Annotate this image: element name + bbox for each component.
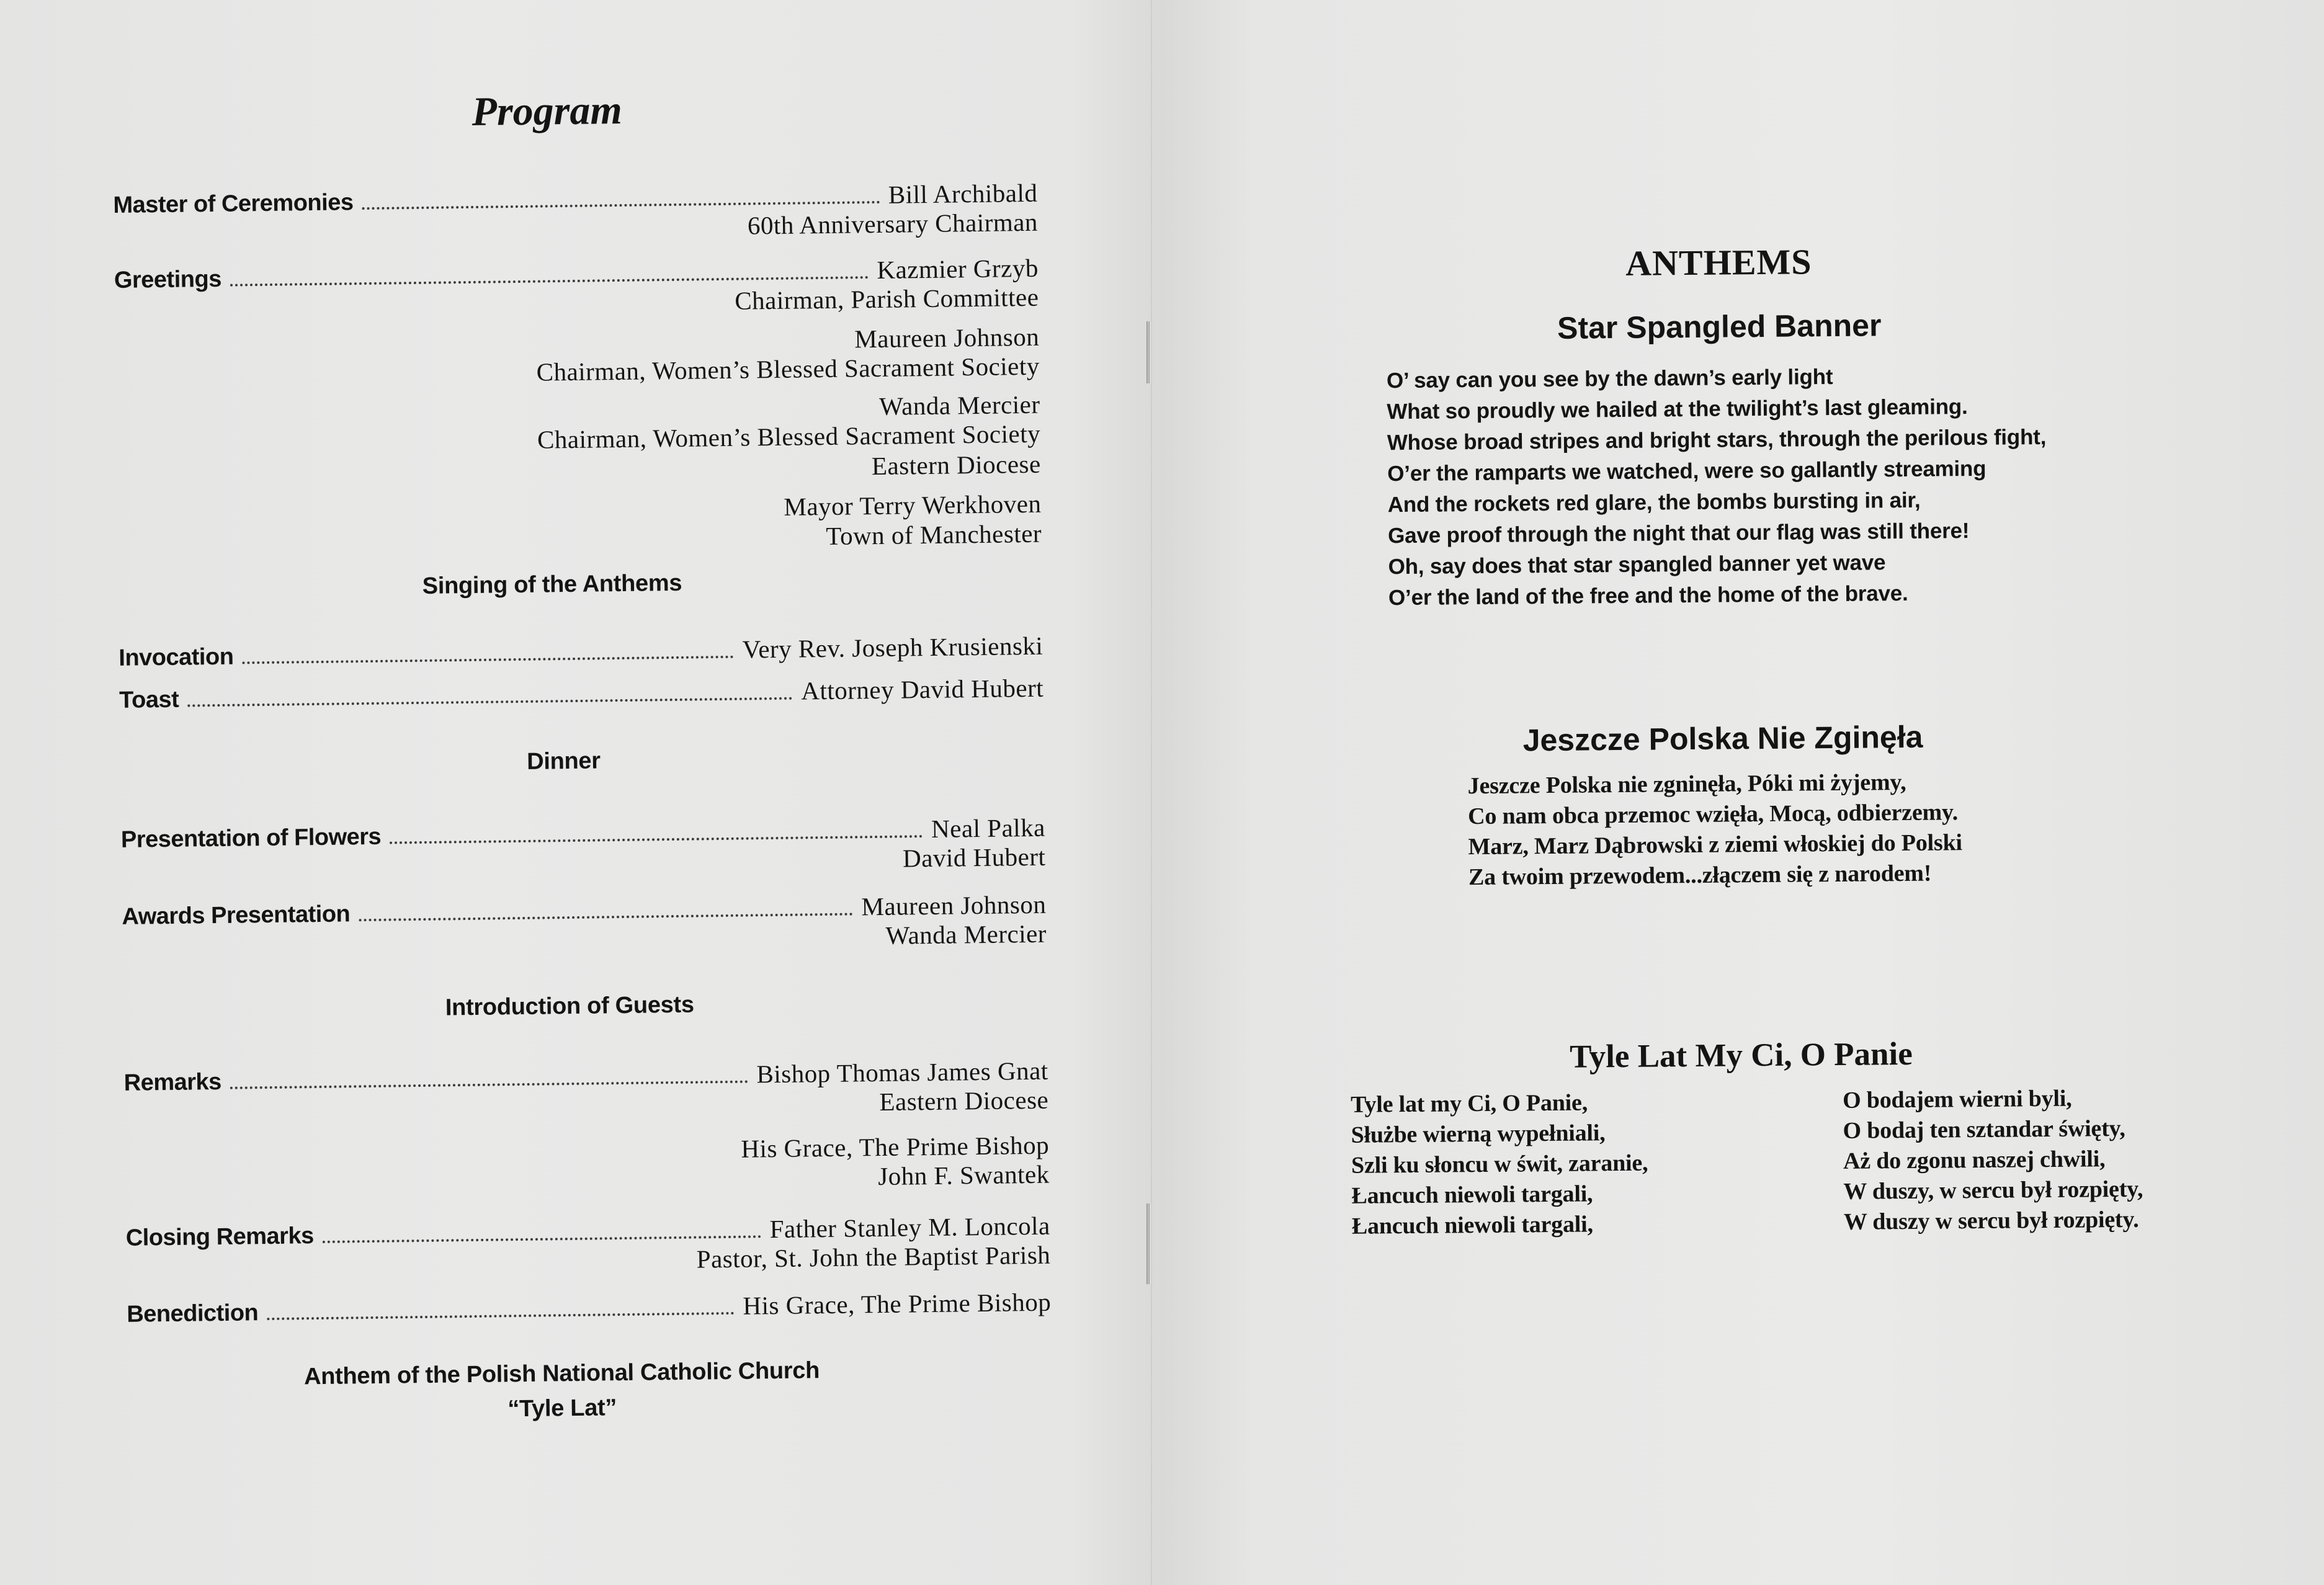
verse-star-spangled [1387,360,2048,614]
entry-subline: Pastor, St. John the Baptist Parish [696,1240,1051,1274]
verse-line: And the rockets red glare, the bombs bursting in air, [1387,488,1921,517]
verse-tyle-lat-left [1351,1087,1648,1242]
entry-name: Kazmier Grzyb [877,253,1039,284]
entry-subline: John F. Swantek [877,1159,1050,1191]
verse-line: W duszy w sercu był rozpięty. [1843,1206,2139,1235]
song-title-tyle-lat: Tyle Lat My Ci, O Panie [1570,1035,1913,1075]
entry-name: His Grace, The Prime Bishop [743,1287,1052,1320]
heading-dinner: Dinner [526,748,601,775]
entry-subline: David Hubert [902,842,1046,873]
anthems-page [1334,231,2224,1293]
verse-line: Łancuch niewoli targali, [1351,1181,1593,1209]
song-title-star-spangled: Star Spangled Banner [1557,308,1882,346]
anthems-title: ANTHEMS [1625,241,1812,284]
entry-subline: Wanda Mercier [885,919,1047,950]
program-entry-toast [119,673,1044,714]
entry-subline: Chairman, Parish Committee [734,282,1039,315]
heading-singing-anthems: Singing of the Anthems [422,569,682,599]
entry-subline: 60th Anniversary Chairman [747,207,1039,240]
entry-label: Remarks [123,1068,222,1096]
verse-line: Aż do zgonu naszej chwili, [1843,1146,2106,1174]
verse-line: O bodajem wierni byli, [1842,1085,2072,1114]
verse-line: Za twoim przewodem...złączem się z narodem! [1468,860,1932,891]
verse-line: O’er the ramparts we watched, were so gallantly streaming [1387,456,1987,486]
entry-subline: Chairman, Women’s Blessed Sacrament Society [537,419,1041,454]
entry-name: Bishop Thomas James Gnat [756,1056,1048,1089]
verse-line: O bodaj ten sztandar święty, [1843,1115,2125,1144]
leader-dots [267,1311,734,1320]
program-title: Program [472,87,623,135]
entry-subline: Eastern Diocese [879,1085,1049,1117]
entry-label: Awards Presentation [122,901,351,930]
leader-dots [187,697,792,707]
program-entry-benediction [127,1287,1051,1328]
entry-subline: Wanda Mercier [878,390,1040,421]
verse-line: Whose broad stripes and bright stars, through the perilous fight, [1387,424,2047,455]
verse-line: Gave proof through the night that our flag was still there! [1388,519,1970,548]
entry-name: Attorney David Hubert [801,673,1044,705]
verse-jeszcze [1467,767,1962,893]
leader-dots [359,913,852,922]
leader-dots [230,1080,748,1089]
entry-label: Closing Remarks [125,1223,314,1251]
verse-line: O’ say can you see by the dawn’s early light [1386,364,1833,393]
verse-tyle-lat-right [1843,1083,2143,1238]
entry-subline: His Grace, The Prime Bishop [741,1130,1050,1163]
closing-anthem-line-1: Anthem of the Polish National Catholic Church [303,1357,820,1390]
entry-name: Father Stanley M. Loncola [769,1211,1050,1244]
center-fold [1151,0,1152,1585]
entry-name: Bill Archibald [888,178,1038,209]
verse-line: O’er the land of the free and the home of the brave. [1388,581,1908,610]
program-page [112,69,1053,1495]
entry-subline: Mayor Terry Werkhoven [784,489,1042,521]
verse-line: Tyle lat my Ci, O Panie, [1350,1089,1588,1118]
entry-label: Master of Ceremonies [113,189,354,218]
program-entry-invocation [118,631,1043,672]
verse-line: Łancuch niewoli targali, [1351,1211,1593,1239]
song-title-jeszcze: Jeszcze Polska Nie Zginęła [1522,719,1923,758]
entry-label: Presentation of Flowers [120,823,382,853]
entry-label: Benediction [127,1300,259,1328]
verse-line: Co nam obca przemoc wzięła, Mocą, odbierzemy. [1467,799,1959,830]
verse-line: Szli ku słoncu w świt, zaranie, [1351,1150,1648,1179]
entry-label: Greetings [114,266,222,293]
verse-line: What so proudly we hailed at the twilight’s last gleaming. [1387,395,1968,424]
heading-introduction-guests: Introduction of Guests [445,991,694,1021]
verse-line: Marz, Marz Dąbrowski z ziemi włoskiej do Polski [1468,829,1962,860]
verse-line: Oh, say does that star spangled banner yet wave [1388,550,1886,579]
verse-line: Jeszcze Polska nie zgninęła, Póki mi żyjemy, [1467,769,1906,800]
leader-dots [323,1235,761,1243]
leader-dots [362,200,880,210]
staple-top [1146,321,1151,383]
entry-subline: Maureen Johnson [854,322,1040,354]
verse-line: Służbe wierną wypełniali, [1351,1120,1606,1148]
entry-name: Maureen Johnson [861,890,1047,921]
leader-dots [242,655,733,664]
entry-label: Invocation [118,643,234,671]
leader-dots [390,834,923,844]
closing-anthem-line-2: “Tyle Lat” [507,1395,617,1422]
entry-name: Neal Palka [931,813,1046,843]
verse-line: W duszy, w sercu był rozpięty, [1843,1176,2143,1205]
entry-subline: Eastern Diocese [871,449,1041,481]
staple-bottom [1146,1203,1151,1284]
entry-subline: Chairman, Women’s Blessed Sacrament Society [536,351,1040,386]
entry-name: Very Rev. Joseph Krusienski [742,631,1044,664]
entry-subline: Town of Manchester [826,519,1042,550]
entry-label: Toast [118,686,179,713]
